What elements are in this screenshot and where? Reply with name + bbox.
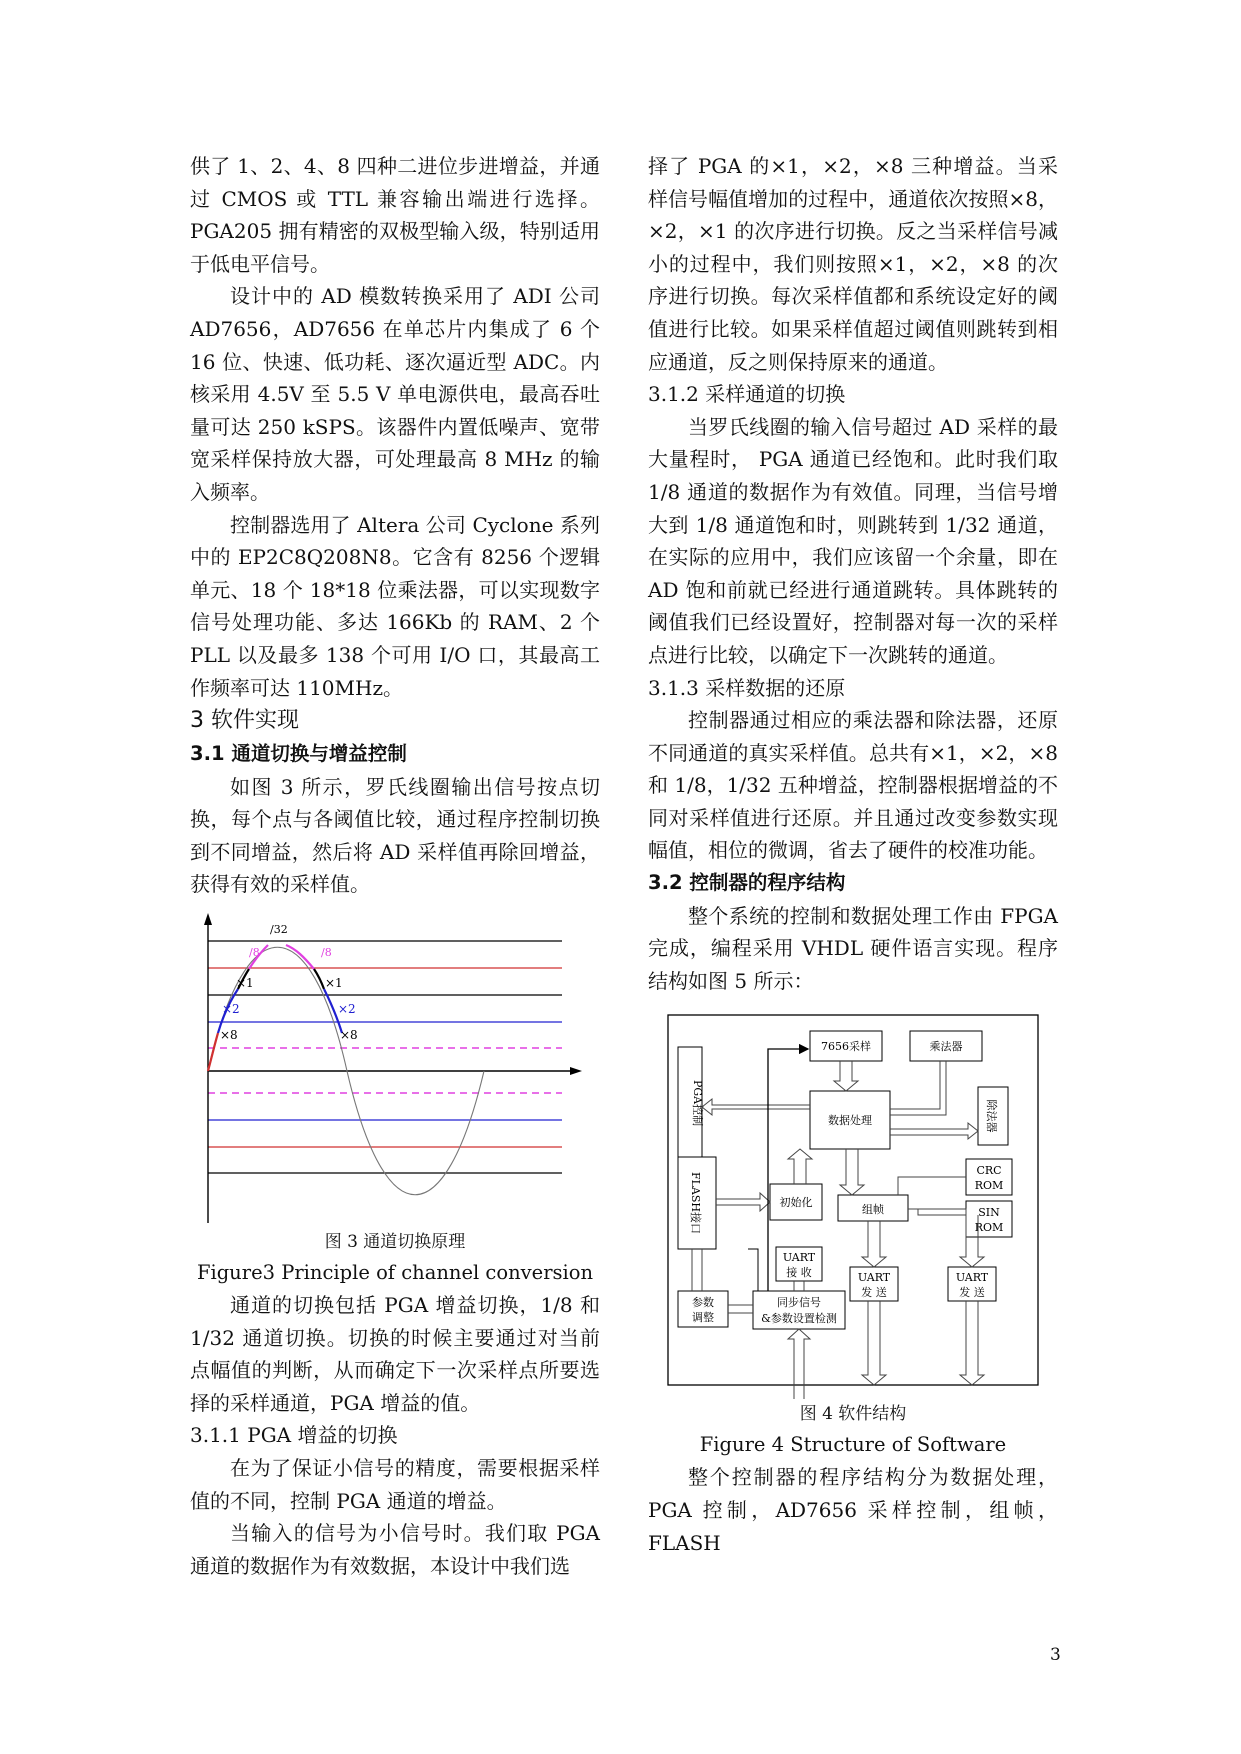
block-sin-rom-label-1: SIN: [978, 1206, 1000, 1220]
left-paragraph-3: 控制器选用了 Altera 公司 Cyclone 系列中的 EP2C8Q208N8。它含有 8256 个逻辑单元、18 个 18*18 位乘法器，可以实现数字信号处理功能、多达 166Kb 的 RAM、2 个 PLL 以及最多 138 个可用 I/O 口，其最高工作频率可达 110MHz。: [190, 512, 600, 700]
label-x8-left: ×8: [220, 1028, 238, 1043]
sync-to-frame-line: [748, 1249, 758, 1291]
right-paragraph-5: 整个控制器的程序结构分为数据处理，PGA 控制，AD7656 采样控制，组帧，FLASH: [648, 1465, 1058, 1555]
x-axis-arrow: [570, 1067, 582, 1075]
right-paragraph-4: 整个系统的控制和数据处理工作由 FPGA 完成，编程采用 VHDL 硬件语言实现。程序结构如图 5 所示：: [648, 903, 1058, 993]
page-number: 3: [1050, 1645, 1061, 1665]
figure-4: [648, 1009, 1058, 1399]
label-x1-left: ×1: [236, 976, 254, 991]
software-structure-diagram: [648, 1009, 1058, 1399]
block-param-adjust-label-1: 参数: [692, 1296, 714, 1310]
y-axis-arrow: [204, 913, 212, 925]
block-flash-interface-label: FLASH接口: [689, 1172, 702, 1235]
block-data-processing-label: 数据处理: [828, 1114, 872, 1128]
left-paragraph-1: 供了 1、2、4、8 四种二进位步进增益，并通过 CMOS 或 TTL 兼容输出端进行选择。PGA205 拥有精密的双极型输入级，特别适用于低电平信号。: [190, 154, 600, 276]
block-sync-detect-label-2: &参数设置检测: [761, 1312, 837, 1326]
block-uart-receive-label-1: UART: [782, 1251, 816, 1265]
figure-3: [190, 911, 600, 1223]
right-paragraph-1: 择了 PGA 的×1，×2，×8 三种增益。当采样信号幅值增加的过程中，通道依次按照×8，×2，×1 的次序进行切换。反之当采样信号减小的过程中，我们则按照×1，×2，×8 的次序进行切换。每次采样值都和系统设定好的阈值进行比较。如果采样值超过阈值则跳转到相应通道，反之则保持原来的通道。: [648, 154, 1058, 374]
left-paragraph-2: 设计中的 AD 模数转换采用了 ADI 公司 AD7656，AD7656 在单芯片内集成了 6 个 16 位、快速、低功耗、逐次逼近型 ADC。内核采用 4.5V 至 5.5 V 单电源供电，最高吞吐量可达 250 kSPS。该器件内置低噪声、宽带宽采样保持放大器，可处理最高 8 MHz 的输入频率。: [190, 284, 600, 504]
section-3-1-1-heading: 3.1.1 PGA 增益的切换: [190, 1423, 398, 1448]
left-paragraph-6: 在为了保证小信号的精度，需要根据采样值的不同，控制 PGA 通道的增益。: [190, 1456, 600, 1513]
sine-segment-x8: [208, 1033, 218, 1071]
block-multiplier-label: 乘法器: [929, 1040, 963, 1054]
right-column: [648, 150, 1058, 1559]
block-uart-send-1-label-2: 发 送: [861, 1286, 887, 1300]
label-1-8-right: /8: [321, 946, 332, 960]
label-x8-right: ×8: [340, 1028, 358, 1043]
block-uart-send-2-label-2: 发 送: [959, 1286, 985, 1300]
block-uart-send-1-label-1: UART: [857, 1271, 891, 1285]
block-frame-label: 组帧: [862, 1203, 884, 1217]
label-1-8-left: /8: [249, 946, 260, 960]
left-paragraph-5: 通道的切换包括 PGA 增益切换，1/8 和 1/32 通道切换。切换的时候主要通过对当前点幅值的判断，从而确定下一次采样点所要选择的采样通道，PGA 增益的值。: [190, 1293, 600, 1415]
figure-4-caption-cn: 图 4 软件结构: [799, 1404, 907, 1425]
left-column: [190, 150, 600, 1582]
block-uart-send-2-label-1: UART: [955, 1271, 989, 1285]
figure-3-caption-en: Figure3 Principle of channel conversion: [196, 1261, 594, 1285]
block-crc-rom-label-1: CRC: [976, 1164, 1002, 1178]
label-x2-left: ×2: [222, 1002, 240, 1017]
label-x1-right: ×1: [325, 976, 343, 991]
block-divider-label: 除法器: [985, 1099, 998, 1133]
channel-switching-diagram: [190, 911, 600, 1223]
section-3-2-heading: 3.2 控制器的程序结构: [648, 871, 846, 895]
block-param-adjust-label-2: 调整: [692, 1311, 714, 1325]
section-3-1-3-heading: 3.1.3 采样数据的还原: [648, 675, 846, 700]
block-7656-sampling-label: 7656采样: [821, 1040, 871, 1054]
section-3-heading: 3 软件实现: [190, 708, 299, 734]
sine-segment-1-8-right: [286, 945, 314, 969]
block-sin-rom-label-2: ROM: [974, 1221, 1004, 1235]
left-paragraph-7: 当输入的信号为小信号时。我们取 PGA 通道的数据作为有效数据，本设计中我们选: [190, 1521, 600, 1578]
block-crc-rom-label-2: ROM: [974, 1179, 1004, 1193]
block-init-label: 初始化: [779, 1196, 813, 1210]
figure-3-caption-cn: 图 3 通道切换原理: [324, 1232, 466, 1253]
section-3-1-2-heading: 3.1.2 采样通道的切换: [648, 382, 846, 407]
label-x2-right: ×2: [338, 1002, 356, 1017]
block-uart-receive-label-2: 接 收: [786, 1266, 812, 1280]
right-paragraph-3: 控制器通过相应的乘法器和除法器，还原不同通道的真实采样值。总共有×1，×2，×8 和 1/8，1/32 五种增益，控制器根据增益的不同对采样值进行还原。并且通过改变参数实现幅值，相位的微调，省去了硬件的校准功能。: [648, 708, 1058, 863]
section-3-1-heading: 3.1 通道切换与增益控制: [190, 742, 407, 766]
figure-4-caption-en: Figure 4 Structure of Software: [699, 1433, 1007, 1457]
right-paragraph-2: 当罗氏线圈的输入信号超过 AD 采样的最大量程时， PGA 通道已经饱和。此时我们取 1/8 通道的数据作为有效值。同理，当信号增大到 1/8 通道饱和时，则跳转到 1/32 通道，在实际的应用中，我们应该留一个余量，即在 AD 饱和前就已经进行通道跳转。具体跳转的阈值我们已经设置好，控制器对每一次的采样点进行比较，以确定下一次跳转的通道。: [648, 414, 1058, 667]
block-sync-detect-label-1: 同步信号: [777, 1296, 821, 1310]
block-pga-control-label: PGA控制: [691, 1080, 704, 1127]
left-paragraph-4: 如图 3 所示，罗氏线圈输出信号按点切换，每个点与各阈值比较，通过程序控制切换到不同增益，然后将 AD 采样值再除回增益，获得有效的采样值。: [190, 774, 600, 897]
label-1-32: /32: [270, 923, 288, 937]
